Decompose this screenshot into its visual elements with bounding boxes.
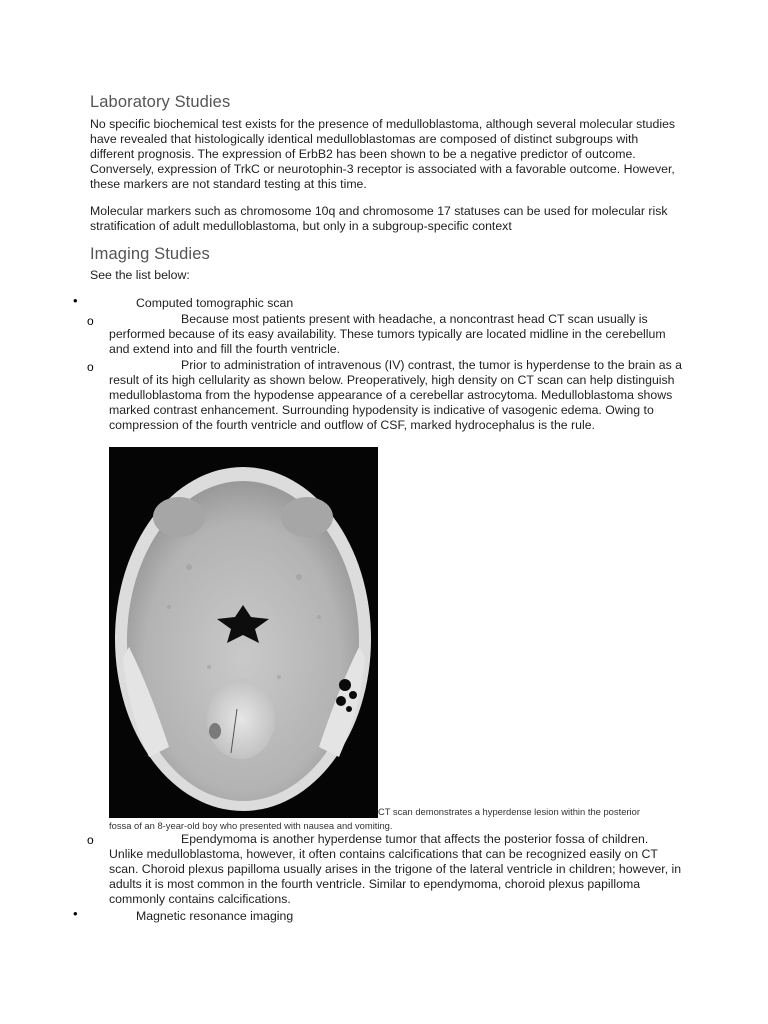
imaging-heading: Imaging Studies: [90, 245, 210, 263]
bullet-mri: Magnetic resonance imaging: [136, 909, 294, 923]
sub-bullet-marker: o: [87, 314, 94, 328]
figure-caption-line-1: CT scan demonstrates a hyperdense lesion within the posterior: [378, 806, 640, 817]
ct-sub-item-2: Prior to administration of intravenous (IV) contrast, the tumor is hyperdense to the brain as a result of its high cellularity as shown below. Preoperatively, high density on CT scan can help distinguish medulloblastoma from the hypodense appearance of a cerebellar astrocytoma. Medulloblastoma shows marked contrast enhancement. Surrounding hypodensity is indicative of vasogenic edema. Owing to compression of the fourth ventricle and outflow of CSF, marked hydrocephalus is the rule.: [109, 358, 683, 432]
ct-scan-image: [109, 447, 378, 818]
imaging-intro: See the list below:: [90, 268, 190, 282]
ct-sub-item-1: Because most patients present with headache, a noncontrast head CT scan usually is performed because of its easy availability. These tumors typically are located midline in the cerebellum and extend into and fill the fourth ventricle.: [109, 312, 666, 356]
ct-sub-item-3: Ependymoma is another hyperdense tumor that affects the posterior fossa of children. Unlike medulloblastoma, however, it often contains calcifications that can be recognized easily on CT scan. Choroid plexus papilloma usually arises in the trigone of the lateral ventricle in children; however, in adults it is most common in the fourth ventricle. Similar to ependymoma, choroid plexus papilloma commonly contains calcifications.: [109, 832, 682, 906]
bullet-marker: •: [73, 906, 78, 921]
sub-bullet-marker: o: [87, 833, 94, 847]
laboratory-paragraph-2: Molecular markers such as chromosome 10q and chromosome 17 statuses can be used for molecular risk stratification of adult medulloblastoma, but only in a subgroup-specific context: [90, 204, 668, 233]
laboratory-heading: Laboratory Studies: [90, 93, 231, 111]
sub-bullet-marker: o: [87, 360, 94, 374]
bullet-marker: •: [73, 293, 78, 308]
figure-caption-line-2: fossa of an 8-year-old boy who presented with nausea and vomiting.: [109, 820, 393, 831]
bullet-ct-scan: Computed tomographic scan: [136, 296, 294, 310]
laboratory-paragraph-1: No specific biochemical test exists for the presence of medulloblastoma, although several molecular studies have revealed that histologically identical medulloblastomas are composed of distinct subgroups with different prognosis. The expression of ErbB2 has been shown to be a negative predictor of outcome. Conversely, expression of TrkC or neurotophin-3 receptor is associated with a favorable outcome. However, these markers are not standard testing at this time.: [90, 117, 676, 191]
